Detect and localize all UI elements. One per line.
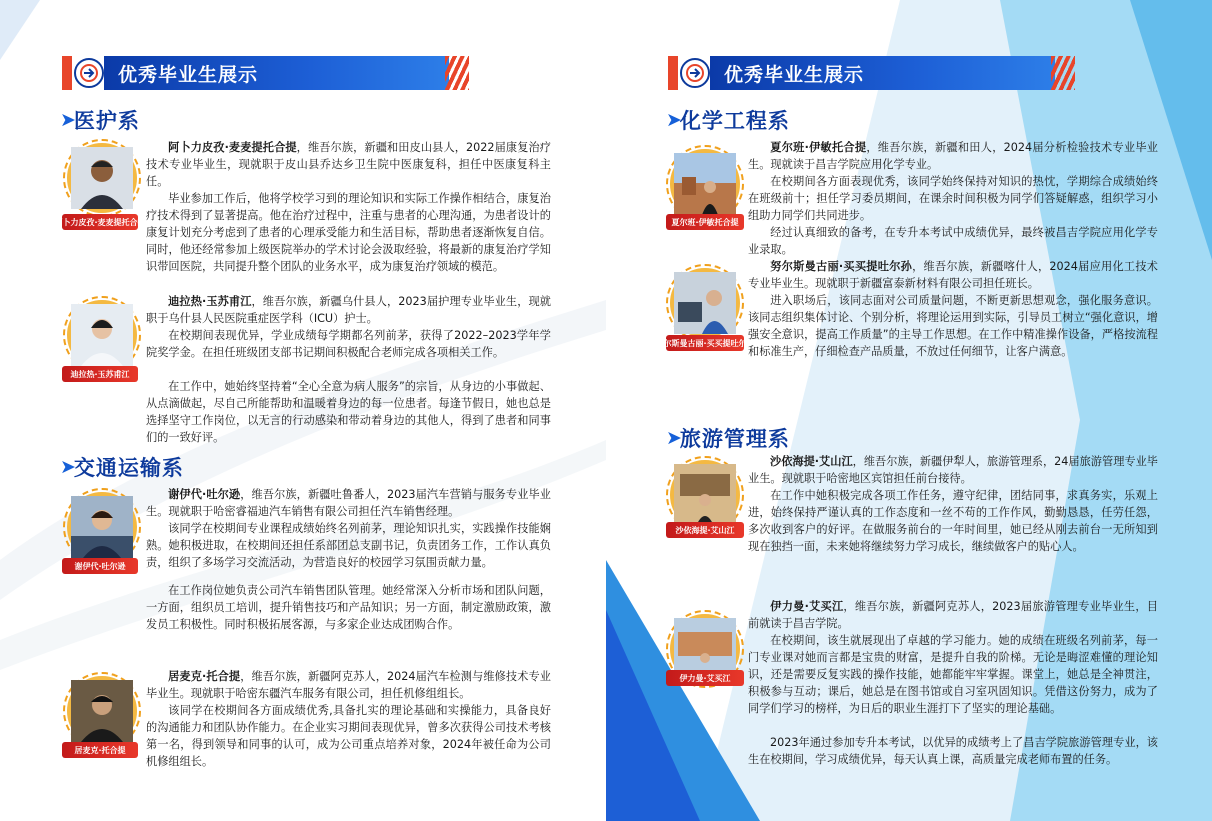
student-photo (670, 149, 740, 219)
banner-stripes (445, 56, 469, 90)
student-intro: 迪拉热·玉苏甫江，维吾尔族，新疆乌什县人，2023届护理专业毕业生，现就职于乌什县人民医院重症医学科（ICU）护士。 (146, 295, 551, 325)
department-heading (666, 423, 790, 453)
student-name-tag: 阿卜力皮孜·麦麦提托合提 (62, 214, 138, 230)
banner-accent (62, 56, 72, 90)
banner-title: 优秀毕业生展示 (104, 56, 449, 90)
student-name: 努尔斯曼古丽·买买提吐尔孙 (770, 260, 913, 273)
student-paragraph: 在工作岗位她负责公司汽车销售团队管理。她经常深入分析市场和团队问题，一方面，组织员工培训，提升销售技巧和产品知识；另一方面，制定激励政策，激发员工积极性。同时积极拓展客源，与多家企业达成团购合作。 (146, 584, 551, 631)
student-photo (67, 143, 137, 213)
student-intro: 沙依海提·艾山江，维吾尔族，新疆伊犁人，旅游管理系，24届旅游管理专业毕业生。现就职于哈密地区宾馆担任前台接待。 (748, 455, 1158, 485)
department-heading (60, 105, 140, 135)
student-paragraph: 该同学在校期间专业课程成绩始终名列前茅，理论知识扎实，实践操作技能娴熟。她积极进取，在校期间还担任系部团总支副书记，负责团务工作，工作认真负责，组织了多场学习交流活动，为营造良好的校园学习氛围贡献力量。 (146, 522, 551, 569)
student-name-tag: 居麦克·托合提 (62, 742, 138, 758)
student-name-tag: 努尔斯曼古丽·买买提吐尔孙 (666, 335, 744, 351)
department-title: 交通运输系 (73, 456, 184, 480)
chevron-icon: ➤ (60, 456, 70, 478)
student-paragraph: 2023年通过参加专升本考试，以优异的成绩考上了昌吉学院旅游管理专业，该生在校期间，学习成绩优异，每天认真上课，高质量完成老师布置的任务。 (748, 736, 1158, 766)
student-name: 谢伊代·吐尔逊 (168, 488, 241, 501)
right-page (606, 0, 1212, 821)
student-paragraph: 进入职场后，该同志面对公司质量问题，不断更新思想观念，强化服务意识。该同志组织集体讨论、个别分析，将理论运用到实际，引导员工树立“强化意识，增强安全意识，提高工作质量”的主导工作思想。在工作中精准操作设备，严格按流程和标准生产，仔细检查产品质量，不放过任何细节，让客户满意。 (748, 294, 1158, 358)
department-title: 化学工程系 (679, 109, 790, 133)
student-name: 伊力曼·艾买江 (770, 600, 844, 613)
student-intro: 夏尔班·伊敏托合提，维吾尔族，新疆和田人，2024届分析检验技术专业毕业生。现就读于昌吉学院应用化学专业。 (748, 141, 1158, 171)
student-intro: 谢伊代·吐尔逊，维吾尔族，新疆吐鲁番人，2023届汽车营销与服务专业毕业生。现就职于哈密睿福迪汽车销售有限公司担任汽车销售经理。 (146, 488, 551, 518)
student-intro: 居麦克·托合提，维吾尔族，新疆阿克苏人，2024届汽车检测与维修技术专业毕业生。现就职于哈密东疆汽车服务有限公司，担任机修组组长。 (146, 670, 551, 700)
student-paragraph: 毕业参加工作后，他将学校学习到的理论知识和实际工作操作相结合，康复治疗技术得到了显著提高。他在治疗过程中，注重与患者的心理沟通，为患者设计的康复计划充分考虑到了患者的心理承受能力和生活目标，帮助患者逐渐恢复自信。同时，他还经常参加上级医院举办的学术讨论会汲取经验，将最新的康复治疗学知识带回医院，共同提升整个团队的业务水平，成为康复治疗领域的模范。 (146, 192, 551, 273)
section-banner (668, 56, 1075, 90)
student-name-tag: 伊力曼·艾买江 (666, 670, 744, 686)
student-name: 居麦克·托合提 (168, 670, 241, 683)
chevron-icon: ➤ (666, 427, 676, 449)
student-intro: 伊力曼·艾买江，维吾尔族，新疆阿克苏人，2023届旅游管理专业毕业生，目前就读于昌吉学院。 (748, 600, 1158, 630)
student-photo (670, 268, 740, 338)
department-title: 旅游管理系 (679, 427, 790, 451)
student-paragraph: 在工作中，她始终坚持着“全心全意为病人服务”的宗旨，从身边的小事做起、从点滴做起，尽自己所能帮助和温暖着身边的每一位患者。每逢节假日，她也总是选择坚守工作岗位，以无言的行动感染和带动着身边的其他人，得到了患者和同事们的一致好评。 (146, 380, 551, 444)
banner-stripes (1051, 56, 1075, 90)
college-logo-icon (74, 58, 104, 88)
department-heading (666, 105, 790, 135)
student-name-tag: 沙依海提·艾山江 (666, 522, 744, 538)
section-banner (62, 56, 469, 90)
college-logo-icon (680, 58, 710, 88)
chevron-icon: ➤ (666, 109, 676, 131)
student-photo (67, 676, 137, 746)
student-intro: 努尔斯曼古丽·买买提吐尔孙，维吾尔族，新疆喀什人，2024届应用化工技术专业毕业生。现就职于新疆富泰新材料有限公司担任班长。 (748, 260, 1158, 290)
student-paragraph: 在校期间各方面表现优秀，该同学始终保持对知识的热忱，学期综合成绩始终在班级前十；担任学习委员期间，在课余时间积极为同学们答疑解惑，组织学习小组助力同学们共同进步。 (748, 175, 1158, 222)
student-paragraph: 在工作中她积极完成各项工作任务，遵守纪律，团结同事，求真务实，乐观上进，始终保持严谨认真的工作态度和一丝不苟的工作作风，勤勤恳恳，任劳任怨，多次收到客户的好评。在做服务前台的一年时间里，她已经从刚去前台一无所知到现在独挡一面，未来她将继续努力学习成长，继续做客户的贴心人。 (748, 489, 1158, 553)
banner-title: 优秀毕业生展示 (710, 56, 1055, 90)
student-name: 阿卜力皮孜·麦麦提托合提 (168, 141, 297, 154)
department-title: 医护系 (73, 109, 140, 133)
student-photo (670, 460, 740, 530)
student-name: 迪拉热·玉苏甫江 (168, 295, 252, 308)
student-paragraph: 经过认真细致的备考，在专升本考试中成绩优异，最终被昌吉学院应用化学专业录取。 (748, 226, 1158, 256)
student-name-tag: 迪拉热·玉苏甫江 (62, 366, 138, 382)
student-intro: 阿卜力皮孜·麦麦提托合提，维吾尔族，新疆和田皮山县人，2022届康复治疗技术专业毕业生，现就职于皮山县乔达乡卫生院中医康复科，担任中医康复科主任。 (146, 141, 551, 188)
banner-accent (668, 56, 678, 90)
student-name-tag: 夏尔班·伊敏托合提 (666, 214, 744, 230)
chevron-icon: ➤ (60, 109, 70, 131)
student-paragraph: 该同学在校期间各方面成绩优秀,具备扎实的理论基础和实操能力，具备良好的沟通能力和团队协作能力。在企业实习期间表现优异，曾多次获得公司技术考核第一名，得到领导和同事的认可，成为公司重点培养对象，2024年被任命为公司机修组组长。 (146, 704, 551, 768)
student-photo (67, 300, 137, 370)
student-name: 沙依海提·艾山江 (770, 455, 853, 468)
student-photo (67, 492, 137, 562)
student-paragraph: 在校期间，该生就展现出了卓越的学习能力。她的成绩在班级名列前茅，每一门专业课对她而言都是宝贵的财富，是提升自我的阶梯。无论是晦涩难懂的理论知识，还是需要反复实践的操作技能，她都能牢牢掌握。课堂上，她总是全神贯注，积极参与互动；课后，她总是在图书馆或自习室巩固知识。凭借这份努力，成为了同学们学习的榜样，为日后的职业生涯打下了坚实的理论基础。 (748, 634, 1158, 715)
department-heading (60, 452, 184, 482)
student-paragraph: 在校期间表现优异，学业成绩每学期都名列前茅，获得了2022–2023学年学院奖学金。在担任班级团支部书记期间积极配合老师完成各项相关工作。 (146, 329, 551, 359)
student-name: 夏尔班·伊敏托合提 (770, 141, 867, 154)
student-name-tag: 谢伊代·吐尔逊 (62, 558, 138, 574)
